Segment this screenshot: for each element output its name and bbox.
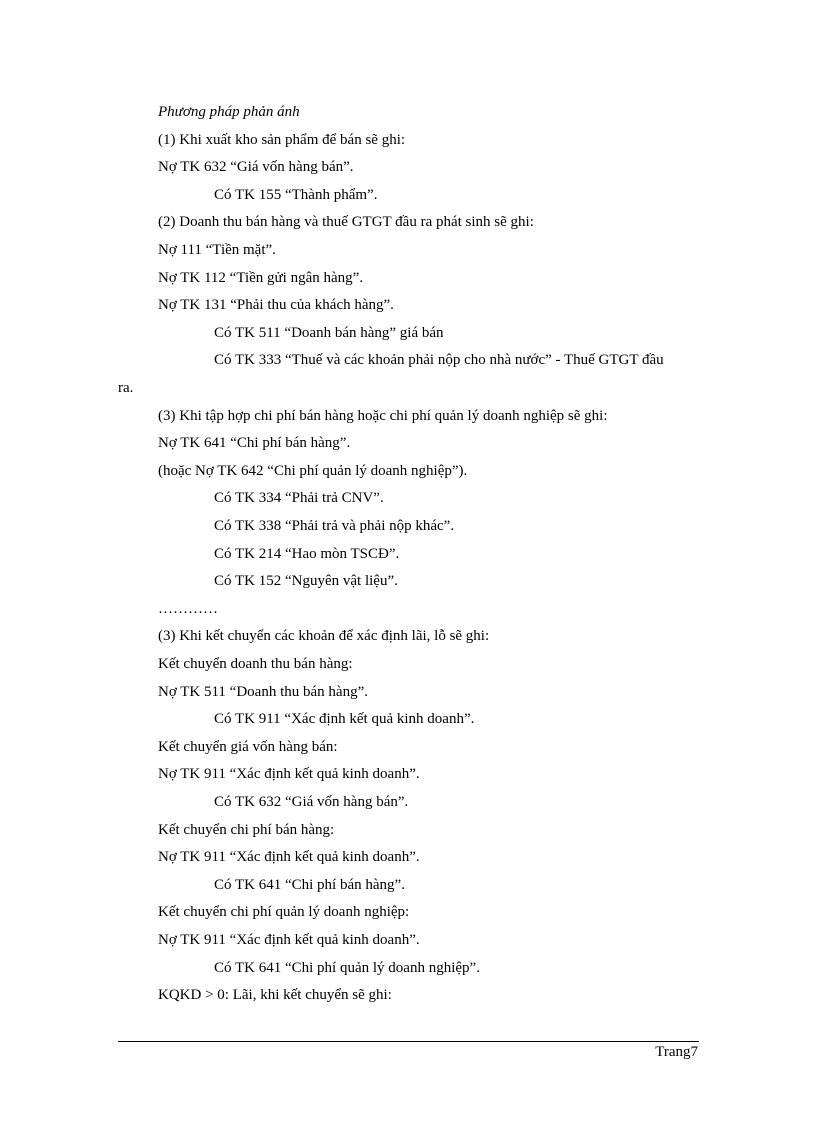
text-line: Có TK 214 “Hao mòn TSCĐ”.	[214, 545, 400, 562]
text-line: Có TK 641 “Chi phí quản lý doanh nghiệp”.	[214, 959, 480, 976]
footer-divider	[118, 1041, 699, 1042]
text-line: (3) Khi kết chuyển các khoản để xác định lãi, lỗ sẽ ghi:	[158, 628, 490, 645]
text-line: Nợ TK 511 “Doanh thu bán hàng”.	[158, 683, 368, 700]
text-line: Kết chuyển chi phí quản lý doanh nghiệp:	[158, 904, 410, 921]
text-line: Có TK 911 “Xác định kết quả kinh doanh”.	[214, 711, 475, 728]
text-line: Có TK 641 “Chi phí bán hàng”.	[214, 876, 405, 893]
text-line: ra.	[118, 380, 134, 396]
text-line: (1) Khi xuất kho sản phẩm để bán sẽ ghi:	[158, 131, 406, 148]
text-line: Nợ TK 131 “Phải thu của khách hàng”.	[158, 297, 394, 314]
text-line: Phương pháp phản ánh	[158, 104, 300, 120]
text-line: Nợ TK 632 “Giá vốn hàng bán”.	[158, 159, 354, 176]
text-line: KQKD > 0: Lãi, khi kết chuyển sẽ ghi:	[158, 987, 392, 1004]
text-line: Có TK 334 “Phải trả CNV”.	[214, 490, 384, 507]
text-line: Nợ TK 911 “Xác định kết quả kinh doanh”.	[158, 849, 420, 866]
text-line: (3) Khi tập hợp chi phí bán hàng hoặc chi phí quản lý doanh nghiệp sẽ ghi:	[158, 407, 608, 424]
text-line: (hoặc Nợ TK 642 “Chi phí quản lý doanh nghiệp”).	[158, 462, 468, 479]
text-line: Nợ TK 911 “Xác định kết quả kinh doanh”.	[158, 932, 420, 948]
text-line: Có TK 152 “Nguyên vật liệu”.	[214, 573, 398, 590]
text-line: Có TK 155 “Thành phẩm”.	[214, 186, 378, 203]
text-line: Nợ TK 112 “Tiền gửi ngân hàng”.	[158, 269, 364, 286]
text-line: Nợ TK 911 “Xác định kết quả kinh doanh”.	[158, 766, 420, 783]
text-line: Kết chuyển chi phí bán hàng:	[158, 821, 335, 838]
text-line: Nợ 111 “Tiền mặt”.	[158, 242, 276, 258]
text-line: Có TK 333 “Thuế và các khoản phải nộp cho nhà nước” - Thuế GTGT đầu	[214, 352, 664, 369]
text-line: Nợ TK 641 “Chi phí bán hàng”.	[158, 435, 351, 452]
text-line: Có TK 632 “Giá vốn hàng bán”.	[214, 794, 409, 810]
text-line: Kết chuyển giá vốn hàng bán:	[158, 738, 338, 755]
text-line: Có TK 511 “Doanh bán hàng” giá bán	[214, 324, 444, 341]
text-line: Kết chuyển doanh thu bán hàng:	[158, 656, 353, 672]
text-line: Có TK 338 “Phải trả và phải nộp khác”.	[214, 518, 455, 534]
page-number: Trang7	[655, 1044, 698, 1060]
text-line: …………	[158, 600, 218, 617]
text-line: (2) Doanh thu bán hàng và thuế GTGT đầu ra phát sinh sẽ ghi:	[158, 214, 534, 231]
